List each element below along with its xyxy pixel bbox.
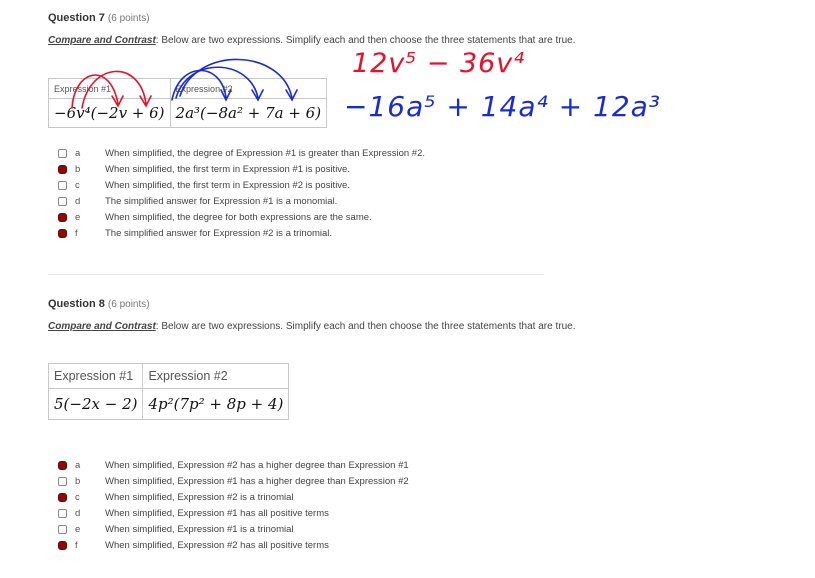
- answer-option-a[interactable]: [58, 457, 409, 473]
- checkbox[interactable]: [58, 197, 67, 206]
- option-text: When simplified, Expression #1 has all positive terms: [105, 507, 329, 519]
- checkbox[interactable]: [58, 477, 67, 486]
- handwritten-answer-1: 12v⁵ − 36v⁴: [352, 48, 526, 79]
- option-letter: c: [75, 491, 80, 503]
- option-letter: a: [75, 147, 81, 159]
- question-title: [48, 298, 548, 310]
- checkbox[interactable]: [58, 165, 67, 174]
- option-letter: c: [75, 179, 80, 191]
- option-letter: f: [75, 539, 78, 551]
- checkbox[interactable]: [58, 181, 67, 190]
- expression-1: −6v⁴(−2v + 6): [49, 99, 171, 128]
- prompt-lead: Compare and Contrast: [48, 321, 156, 332]
- table-header: Expression #2: [170, 79, 327, 99]
- question-7: [48, 12, 576, 46]
- checkbox[interactable]: [58, 525, 67, 534]
- option-text: The simplified answer for Expression #2 is a trinomial.: [105, 227, 333, 239]
- question-prompt: [48, 321, 576, 332]
- answer-option-d[interactable]: [58, 505, 409, 521]
- question-points: (6 points): [107, 299, 150, 310]
- prompt-text: : Below are two expressions. Simplify each and then choose the three statements that are true.: [155, 321, 576, 332]
- checkbox[interactable]: [58, 509, 67, 518]
- answer-option-e[interactable]: [58, 521, 409, 537]
- answer-option-e[interactable]: [58, 209, 425, 225]
- option-letter: e: [75, 523, 81, 535]
- checkbox[interactable]: [58, 229, 67, 238]
- answer-option-c[interactable]: [58, 177, 425, 193]
- question-number: Question 8: [48, 298, 105, 310]
- answer-option-a[interactable]: [58, 145, 425, 161]
- handwritten-answer-2: −16a⁵ + 14a⁴ + 12a³: [344, 90, 662, 123]
- prompt-lead: Compare and Contrast: [48, 35, 156, 46]
- checkbox[interactable]: [58, 213, 67, 222]
- option-text: When simplified, Expression #2 has all positive terms: [105, 539, 329, 551]
- question-points: (6 points): [107, 13, 150, 24]
- table-header: Expression #2: [143, 364, 289, 389]
- answer-option-b[interactable]: [58, 473, 409, 489]
- question-title: [48, 12, 548, 24]
- checkbox[interactable]: [58, 493, 67, 502]
- option-text: When simplified, the degree for both expressions are the same.: [105, 211, 372, 223]
- option-text: When simplified, Expression #2 is a trinomial: [105, 491, 294, 503]
- expression-table: [48, 78, 327, 128]
- option-text: When simplified, Expression #1 has a higher degree than Expression #2: [105, 475, 409, 487]
- option-text: The simplified answer for Expression #1 is a monomial.: [105, 195, 338, 207]
- prompt-text: : Below are two expressions. Simplify each and then choose the three statements that are true.: [155, 35, 576, 46]
- option-letter: b: [75, 163, 81, 175]
- expression-2: 2a³(−8a² + 7a + 6): [170, 99, 327, 128]
- expression-1: 5(−2x − 2): [49, 389, 143, 420]
- answer-options: [58, 145, 425, 241]
- answer-option-b[interactable]: [58, 161, 425, 177]
- answer-options: [58, 457, 409, 553]
- question-8: [48, 298, 576, 332]
- option-text: When simplified, the first term in Expression #2 is positive.: [105, 179, 350, 191]
- option-text: When simplified, Expression #2 has a higher degree than Expression #1: [105, 459, 409, 471]
- expression-2: 4p²(7p² + 8p + 4): [143, 389, 289, 420]
- answer-option-f[interactable]: [58, 225, 425, 241]
- question-prompt: [48, 35, 576, 46]
- option-letter: a: [75, 459, 81, 471]
- answer-option-c[interactable]: [58, 489, 409, 505]
- expression-table: [48, 363, 289, 420]
- option-text: When simplified, Expression #1 is a trinomial: [105, 523, 294, 535]
- option-letter: f: [75, 227, 78, 239]
- checkbox[interactable]: [58, 541, 67, 550]
- question-number: Question 7: [48, 12, 105, 24]
- checkbox[interactable]: [58, 149, 67, 158]
- divider: [48, 274, 544, 275]
- option-letter: d: [75, 507, 81, 519]
- table-header: Expression #1: [49, 364, 143, 389]
- option-text: When simplified, the first term in Expression #1 is positive.: [105, 163, 350, 175]
- checkbox[interactable]: [58, 461, 67, 470]
- option-letter: d: [75, 195, 81, 207]
- option-letter: b: [75, 475, 81, 487]
- answer-option-f[interactable]: [58, 537, 409, 553]
- option-letter: e: [75, 211, 81, 223]
- answer-option-d[interactable]: [58, 193, 425, 209]
- table-header: Expression #1: [49, 79, 171, 99]
- option-text: When simplified, the degree of Expression #1 is greater than Expression #2.: [105, 147, 426, 159]
